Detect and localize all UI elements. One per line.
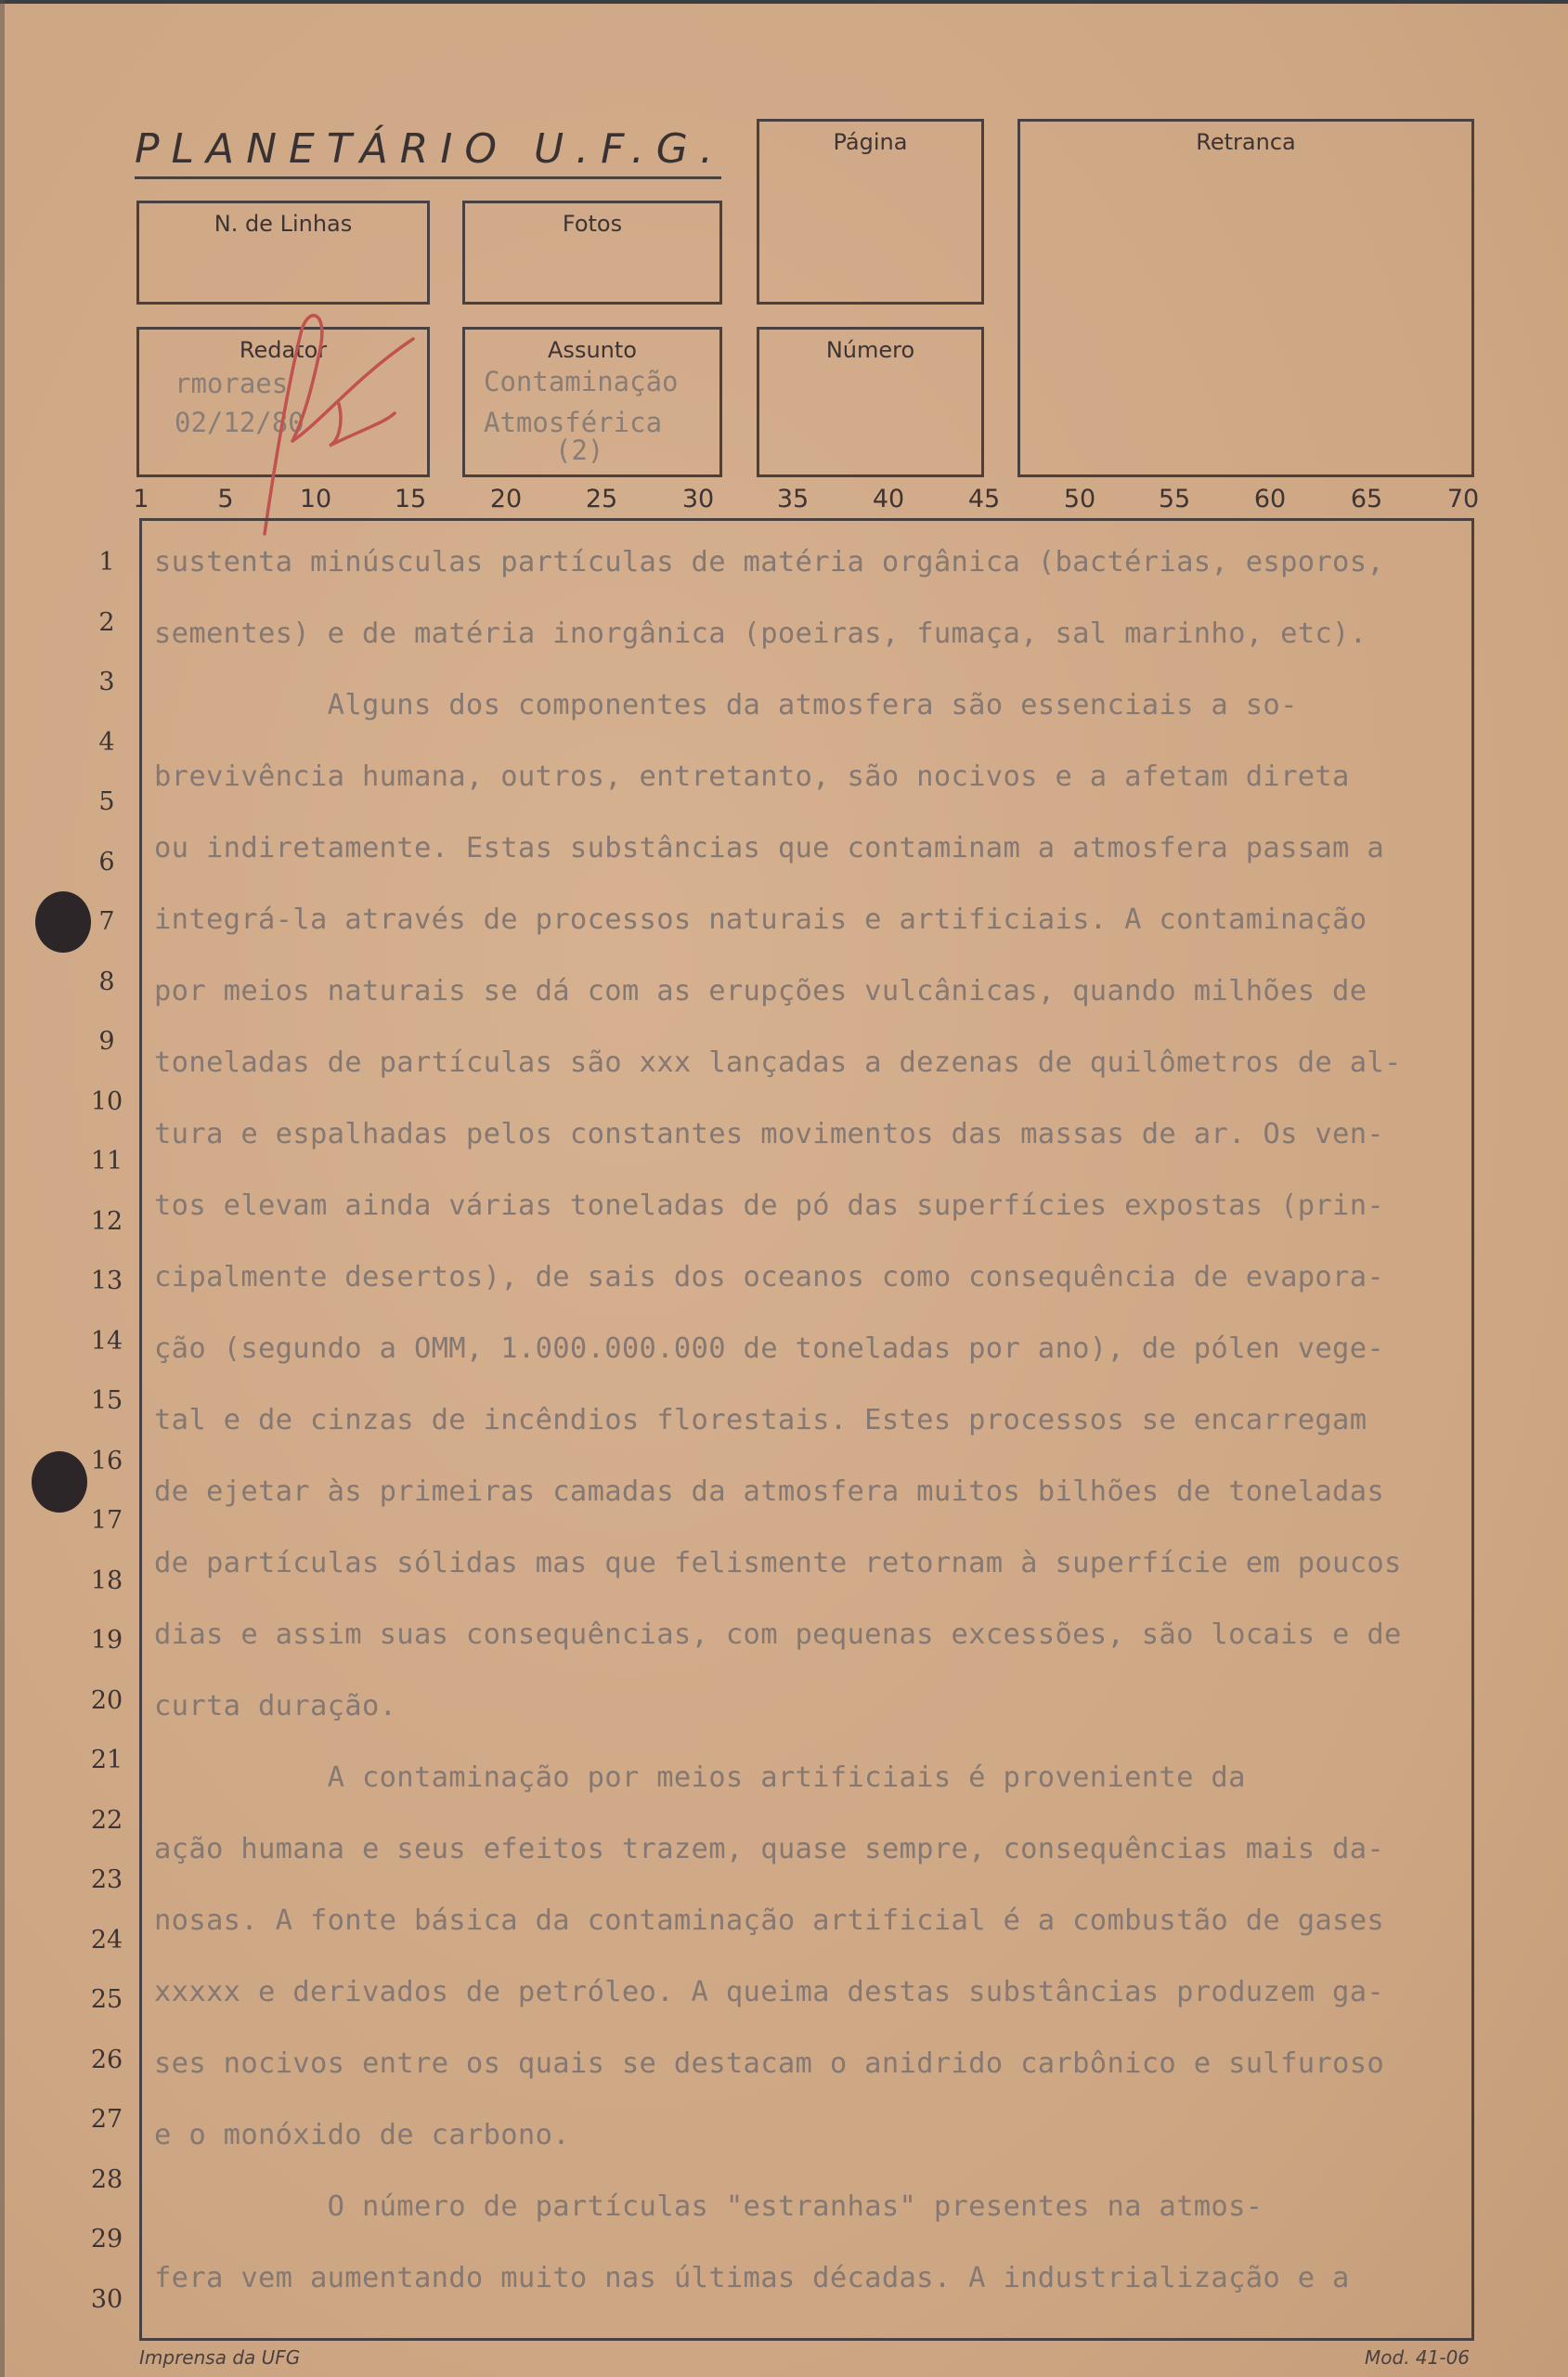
ruler-number: 15 (394, 485, 427, 513)
numero-label: Número (825, 337, 915, 363)
ruler-number: 35 (776, 485, 810, 513)
line-number: 21 (90, 1746, 123, 1774)
line-number: 12 (90, 1206, 123, 1236)
body-line: tos elevam ainda várias toneladas de pó das superfícies expostas (prin- (154, 1189, 1385, 1222)
numero-box (757, 327, 984, 477)
punch-hole-upper (35, 891, 91, 953)
line-number: 4 (98, 727, 115, 757)
redator-name: rmoraes (175, 368, 289, 399)
assunto-box (462, 327, 722, 477)
n-linhas-box (136, 201, 430, 305)
body-line: nosas. A fonte básica da contaminação artificial é a combustão de gases (154, 1904, 1385, 1937)
ruler-number: 30 (681, 485, 715, 513)
form-title: PLANETÁRIO U.F.G. (135, 125, 725, 173)
n-linhas-label: N. de Linhas (214, 211, 353, 237)
ruler-number: 65 (1350, 485, 1383, 513)
assunto-line-3: (2) (555, 435, 604, 466)
body-line: integrá-la através de processos naturais e artificiais. A contaminação (154, 903, 1367, 936)
ruler-number: 25 (585, 485, 618, 513)
line-number: 24 (90, 1925, 123, 1955)
line-number: 11 (90, 1147, 123, 1176)
footer-right: Mod. 41-06 (1365, 2346, 1471, 2369)
line-number: 22 (90, 1805, 123, 1835)
body-line: de partículas sólidas mas que felismente retornam à superfície em poucos (154, 1547, 1402, 1579)
body-line: e o monóxido de carbono. (154, 2119, 570, 2151)
body-line: ses nocivos entre os quais se destacam o anidrido carbônico e sulfuroso (154, 2047, 1385, 2080)
ruler-number: 45 (967, 485, 1001, 513)
line-number: 1 (98, 548, 115, 577)
title-underline (135, 176, 721, 179)
ruler-number: 5 (217, 485, 234, 513)
ruler-number: 20 (489, 485, 523, 513)
ruler-number: 60 (1253, 485, 1287, 513)
fotos-label: Fotos (562, 211, 623, 237)
line-number: 9 (98, 1027, 115, 1056)
line-number: 27 (90, 2105, 123, 2134)
punch-hole-lower (32, 1451, 87, 1513)
line-number: 2 (98, 607, 115, 637)
top-edge (0, 0, 1568, 4)
line-number: 26 (90, 2045, 123, 2074)
left-edge (0, 0, 5, 2377)
body-line: brevivência humana, outros, entretanto, são nocivos e a afetam direta (154, 760, 1350, 793)
assunto-line-2: Atmosférica (484, 407, 663, 438)
ruler-number: 40 (872, 485, 905, 513)
line-number: 29 (90, 2225, 123, 2254)
ruler-number: 50 (1063, 485, 1096, 513)
body-line: ação humana e seus efeitos trazem, quase sempre, consequências mais da- (154, 1833, 1385, 1865)
body-line: Alguns dos componentes da atmosfera são essenciais a so- (154, 689, 1298, 721)
line-number: 28 (90, 2164, 123, 2194)
pagina-label: Página (833, 129, 908, 155)
body-line: sustenta minúsculas partículas de matéria orgânica (bactérias, esporos, (154, 546, 1385, 578)
line-number: 25 (90, 1985, 123, 2014)
body-line: ção (segundo a OMM, 1.000.000.000 de toneladas por ano), de pólen vege- (154, 1332, 1385, 1365)
line-number: 8 (98, 967, 115, 996)
body-line: tal e de cinzas de incêndios florestais. Estes processos se encarregam (154, 1404, 1367, 1436)
fotos-box (462, 201, 722, 305)
body-line: sementes) e de matéria inorgânica (poeiras, fumaça, sal marinho, etc). (154, 617, 1367, 650)
line-number: 30 (90, 2284, 123, 2314)
assunto-label: Assunto (548, 337, 637, 363)
body-line: curta duração. (154, 1690, 397, 1722)
assunto-line-1: Contaminação (484, 366, 679, 397)
line-number: 17 (90, 1506, 123, 1535)
body-line: O número de partículas "estranhas" presentes na atmos- (154, 2190, 1263, 2223)
body-line: xxxxx e derivados de petróleo. A queima destas substâncias produzem ga- (154, 1976, 1385, 2008)
ruler-number: 55 (1158, 485, 1191, 513)
line-number: 5 (98, 787, 115, 816)
footer-left: Imprensa da UFG (139, 2346, 301, 2369)
redator-date: 02/12/80 (175, 407, 305, 438)
body-line: tura e espalhadas pelos constantes movimentos das massas de ar. Os ven- (154, 1118, 1385, 1150)
body-line: dias e assim suas consequências, com pequenas excessões, são locais e de (154, 1618, 1402, 1651)
body-line: fera vem aumentando muito nas últimas décadas. A industrialização e a (154, 2262, 1350, 2294)
body-line: A contaminação por meios artificiais é proveniente da (154, 1761, 1246, 1794)
line-number: 7 (98, 907, 115, 936)
body-line: toneladas de partículas são xxx lançadas a dezenas de quilômetros de al- (154, 1046, 1402, 1079)
ruler-number: 10 (299, 485, 332, 513)
line-number: 15 (90, 1386, 123, 1415)
redator-label: Redator (239, 337, 328, 363)
line-number: 6 (98, 847, 115, 877)
body-line: ou indiretamente. Estas substâncias que contaminam a atmosfera passam a (154, 832, 1385, 864)
pagina-box (757, 119, 984, 305)
line-number: 3 (98, 668, 115, 696)
line-number: 16 (90, 1446, 123, 1475)
ruler-number: 1 (133, 485, 149, 513)
line-number: 18 (90, 1565, 123, 1595)
body-line: cipalmente desertos), de sais dos oceanos como consequência de evapora- (154, 1261, 1385, 1293)
body-line: por meios naturais se dá com as erupções vulcânicas, quando milhões de (154, 975, 1367, 1007)
retranca-box (1017, 119, 1474, 477)
line-number: 10 (90, 1086, 123, 1116)
body-line: de ejetar às primeiras camadas da atmosfera muitos bilhões de toneladas (154, 1475, 1385, 1508)
line-number: 23 (90, 1865, 123, 1894)
line-number: 13 (90, 1266, 123, 1295)
line-number: 14 (90, 1326, 123, 1356)
retranca-label: Retranca (1196, 129, 1296, 155)
line-number: 20 (90, 1685, 123, 1715)
line-number: 19 (90, 1626, 123, 1655)
ruler-number: 70 (1446, 485, 1480, 513)
